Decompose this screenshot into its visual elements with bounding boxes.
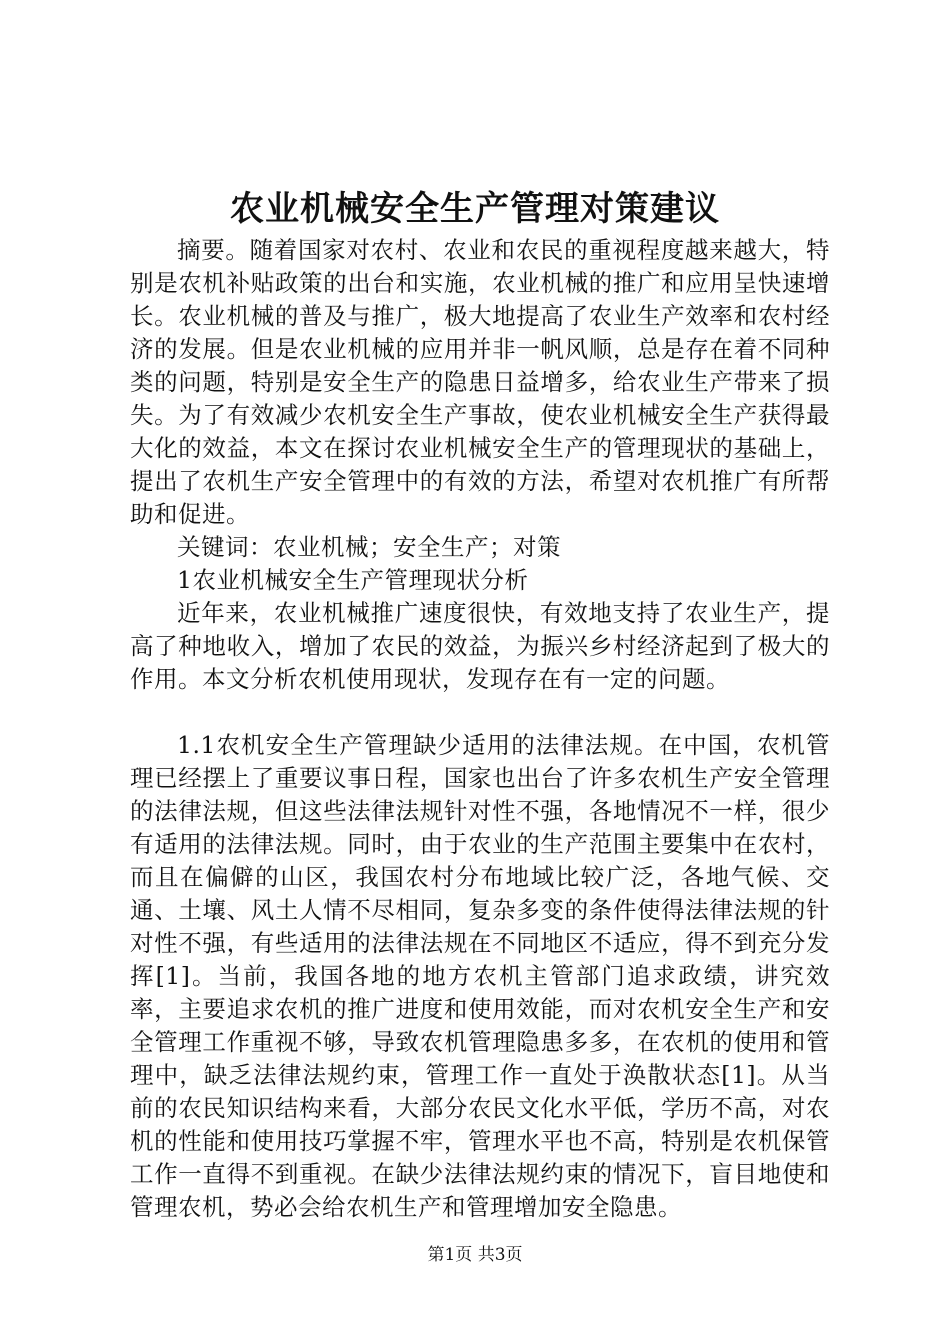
keywords-line: 关键词：农业机械；安全生产；对策: [177, 533, 561, 561]
section-heading-1: 1农业机械安全生产管理现状分析: [177, 566, 529, 594]
abstract-paragraph: 摘要。随着国家对农村、农业和农民的重视程度越来越大，特别是农机补贴政策的出台和实施，农业机械的推广和应用呈快速增长。农业机械的普及与推广，极大地提高了农业生产效率和农村经济的发展。但是农业机械的应用并非一帆风顺，总是存在着不同种类的问题，特别是安全生产的隐患日益增多，给农业生产带来了损失。为了有效减少农机安全生产事故，使农业机械安全生产获得最大化的效益，本文在探讨农业机械安全生产的管理现状的基础上，提出了农机生产安全管理中的有效的方法，希望对农机推广有所帮助和促进。: [130, 236, 830, 528]
document-body: [130, 234, 830, 1224]
intro-paragraph: 近年来，农业机械推广速度很快，有效地支持了农业生产，提高了种地收入，增加了农民的效益，为振兴乡村经济起到了极大的作用。本文分析农机使用现状，发现存在有一定的问题。: [130, 599, 830, 693]
section-1-1-paragraph: 1.1农机安全生产管理缺少适用的法律法规。在中国，农机管理已经摆上了重要议事日程，国家也出台了许多农机生产安全管理的法律法规，但这些法律法规针对性不强，各地情况不一样，很少有适用的法律法规。同时，由于农业的生产范围主要集中在农村，而且在偏僻的山区，我国农村分布地域比较广泛，各地气候、交通、土壤、风土人情不尽相同，复杂多变的条件使得法律法规的针对性不强，有些适用的法律法规在不同地区不适应，得不到充分发挥[1]。当前，我国各地的地方农机主管部门追求政绩，讲究效率，主要追求农机的推广进度和使用效能，而对农机安全生产和安全管理工作重视不够，导致农机管理隐患多多，在农机的使用和管理中，缺乏法律法规约束，管理工作一直处于涣散状态[1]。从当前的农民知识结构来看，大部分农民文化水平低，学历不高，对农机的性能和使用技巧掌握不牢，管理水平也不高，特别是农机保管工作一直得不到重视。在缺少法律法规约束的情况下，盲目地使和管理农机，势必会给农机生产和管理增加安全隐患。: [130, 731, 830, 1221]
page-footer: 第1页 共3页: [427, 1245, 523, 1265]
document-title: 农业机械安全生产管理对策建议: [230, 189, 720, 229]
